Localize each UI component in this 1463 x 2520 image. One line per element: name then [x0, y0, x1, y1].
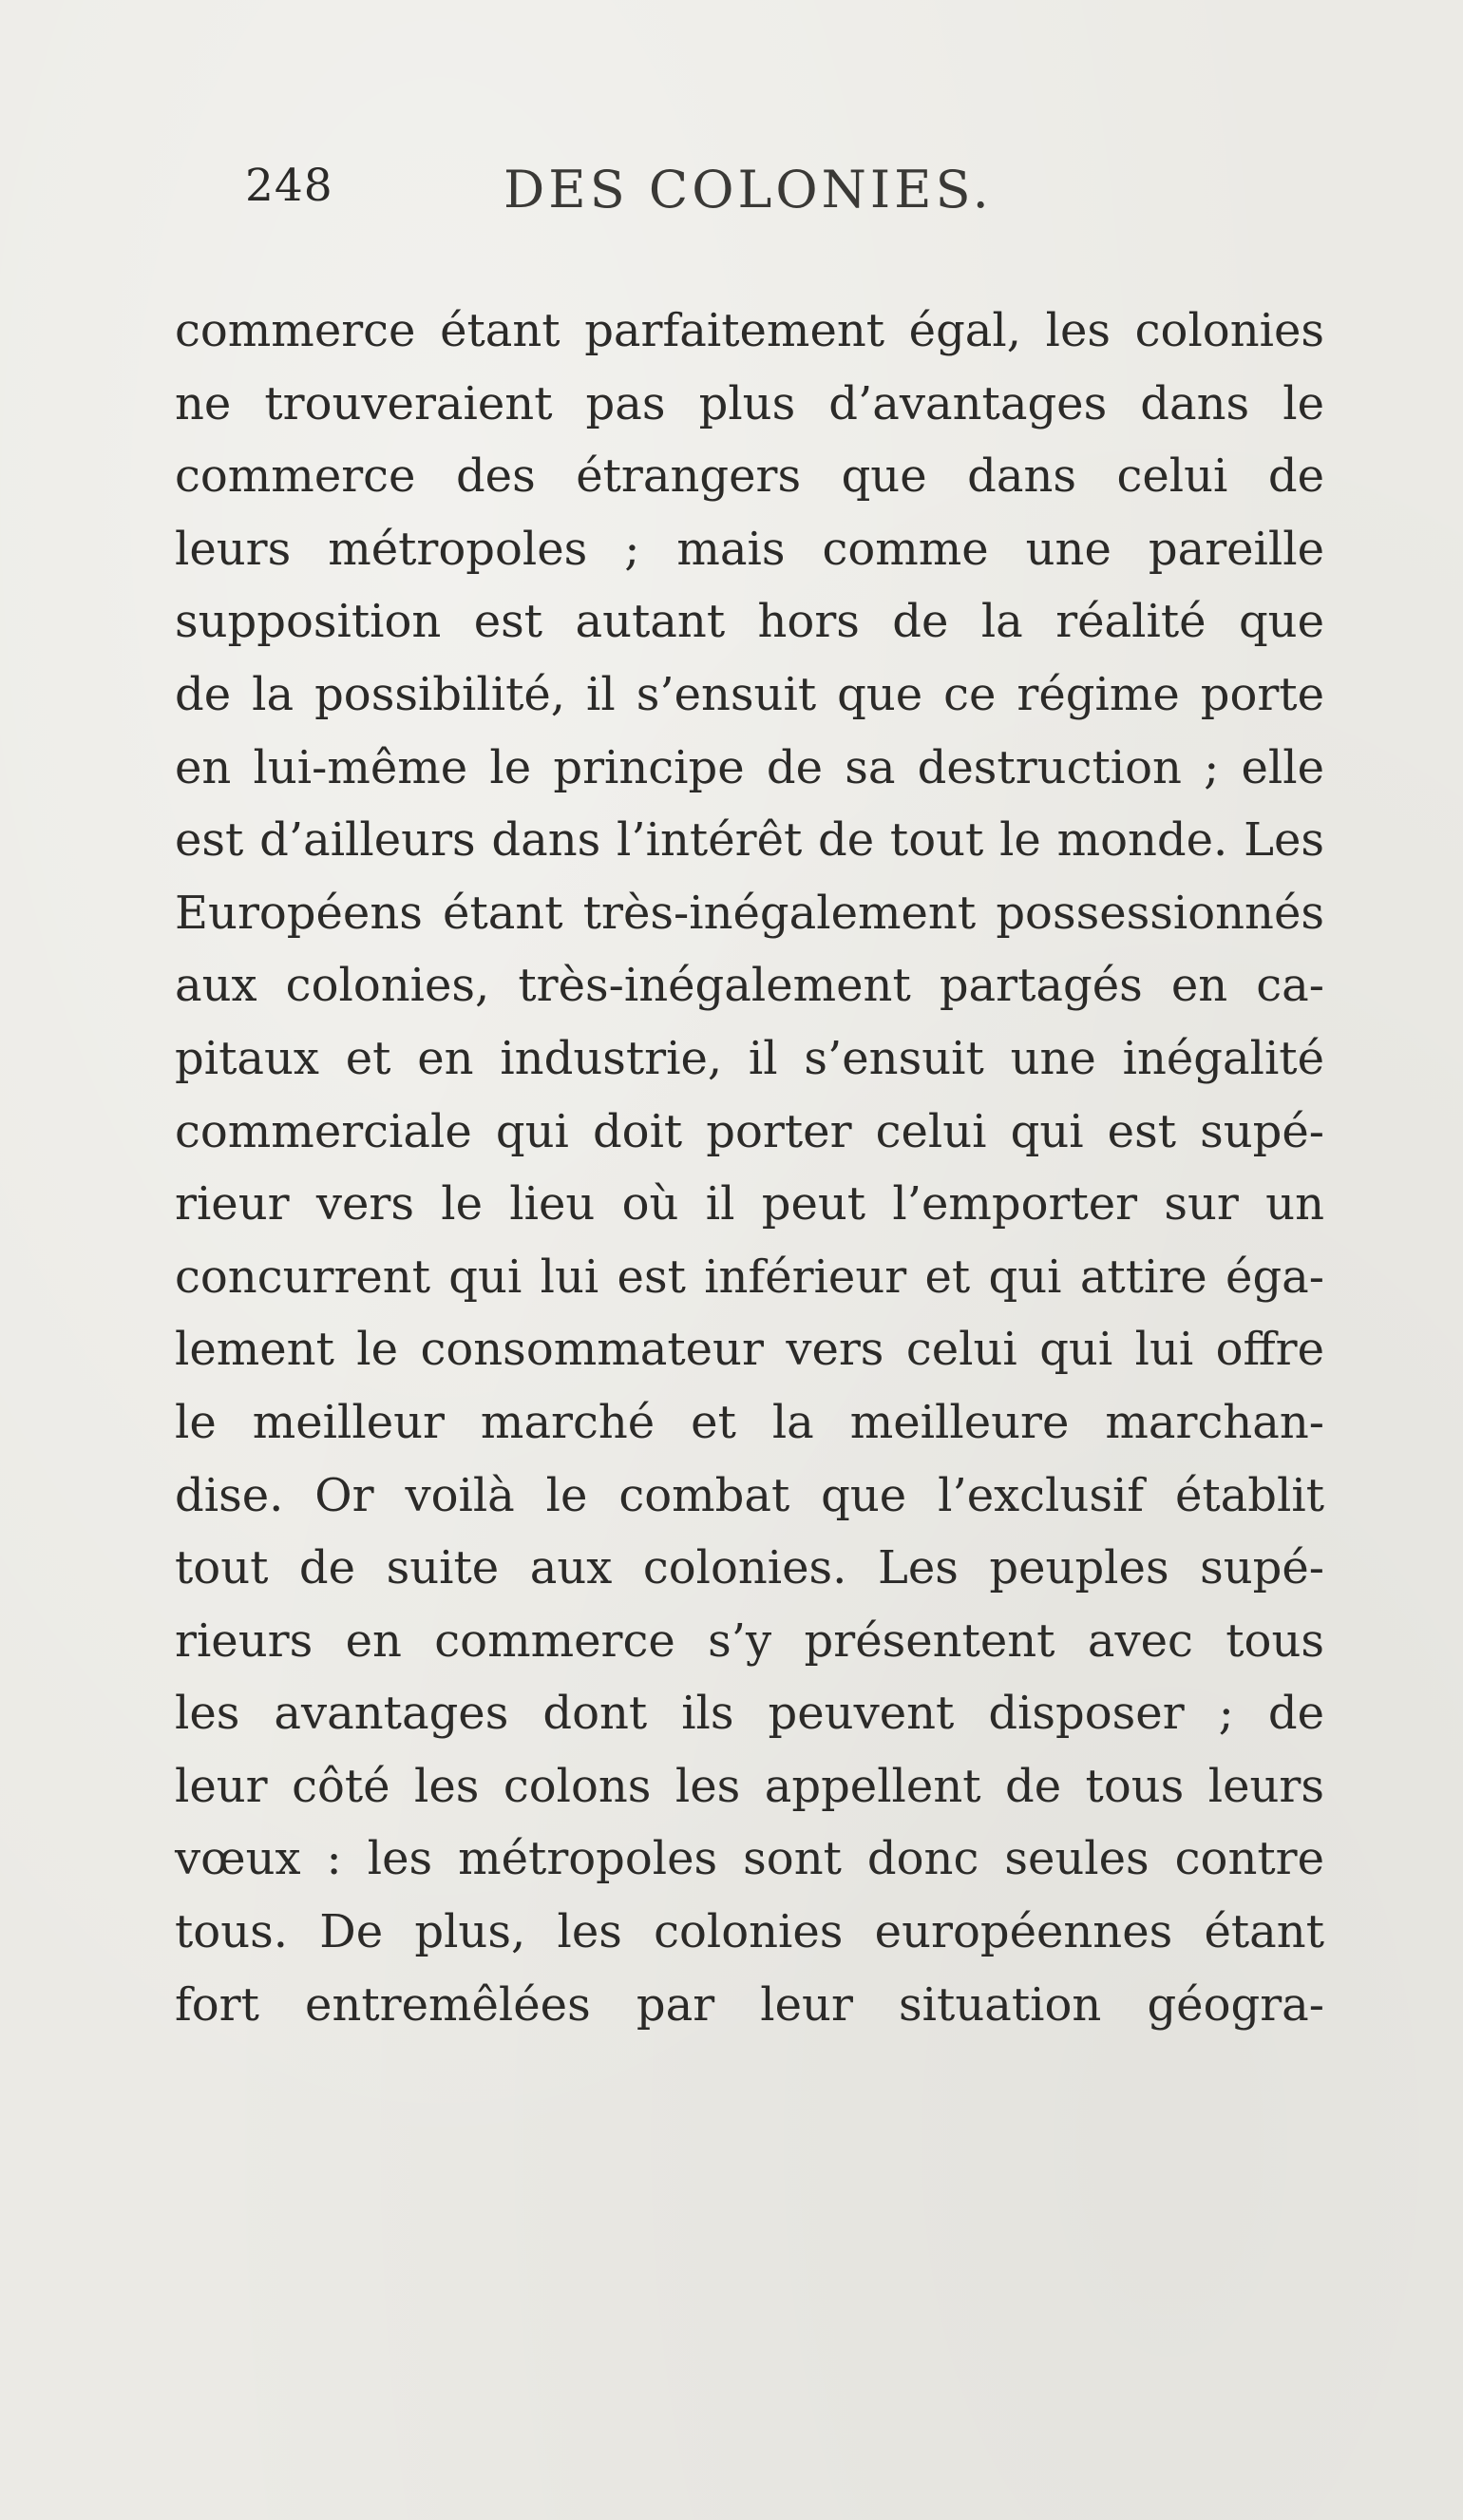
page-number: 248: [245, 160, 333, 212]
text-line: Européens étant très-inégalement possessionnés: [175, 886, 1324, 940]
text-line: concurrent qui lui est inférieur et qui attire éga-: [175, 1250, 1324, 1304]
body-text: [175, 295, 1324, 2041]
text-line: dise. Or voilà le combat que l’exclusif établit: [175, 1468, 1324, 1522]
text-line: de la possibilité, il s’ensuit que ce régime porte: [175, 667, 1324, 721]
text-line: commerce étant parfaitement égal, les colonies: [175, 304, 1324, 357]
text-line: commerciale qui doit porter celui qui est supé-: [175, 1104, 1324, 1158]
text-line: ne trouveraient pas plus d’avantages dans le: [175, 376, 1324, 430]
text-line: rieurs en commerce s’y présentent avec tous: [175, 1613, 1324, 1668]
text-line: commerce des étrangers que dans celui de: [175, 449, 1324, 504]
text-line: est d’ailleurs dans l’intérêt de tout le monde. Les: [175, 813, 1324, 868]
text-line: fort entremêlées par leur situation géogra-: [175, 1977, 1324, 2032]
running-head: DES COLONIES.: [504, 160, 993, 220]
text-line: aux colonies, très-inégalement partagés en ca-: [175, 959, 1324, 1013]
text-line: leurs métropoles ; mais comme une pareille: [175, 522, 1324, 576]
text-line: les avantages dont ils peuvent disposer ; de: [175, 1687, 1324, 1741]
text-line: vœux : les métropoles sont donc seules contre: [175, 1832, 1324, 1886]
text-line: tous. De plus, les colonies européennes étant: [175, 1905, 1324, 1959]
text-line: le meilleur marché et la meilleure marchan-: [175, 1395, 1324, 1449]
text-line: pitaux et en industrie, il s’ensuit une inégalité: [175, 1031, 1324, 1085]
text-line: supposition est autant hors de la réalité que: [175, 595, 1324, 649]
text-line: lement le consommateur vers celui qui lui offre: [175, 1323, 1324, 1377]
text-line: leur côté les colons les appellent de tous leurs: [175, 1759, 1324, 1813]
text-line: en lui-même le principe de sa destruction ; elle: [175, 740, 1324, 794]
page-header: [245, 160, 1309, 236]
text-line: tout de suite aux colonies. Les peuples supé-: [175, 1541, 1324, 1595]
text-line: rieur vers le lieu où il peut l’emporter sur un: [175, 1177, 1324, 1231]
